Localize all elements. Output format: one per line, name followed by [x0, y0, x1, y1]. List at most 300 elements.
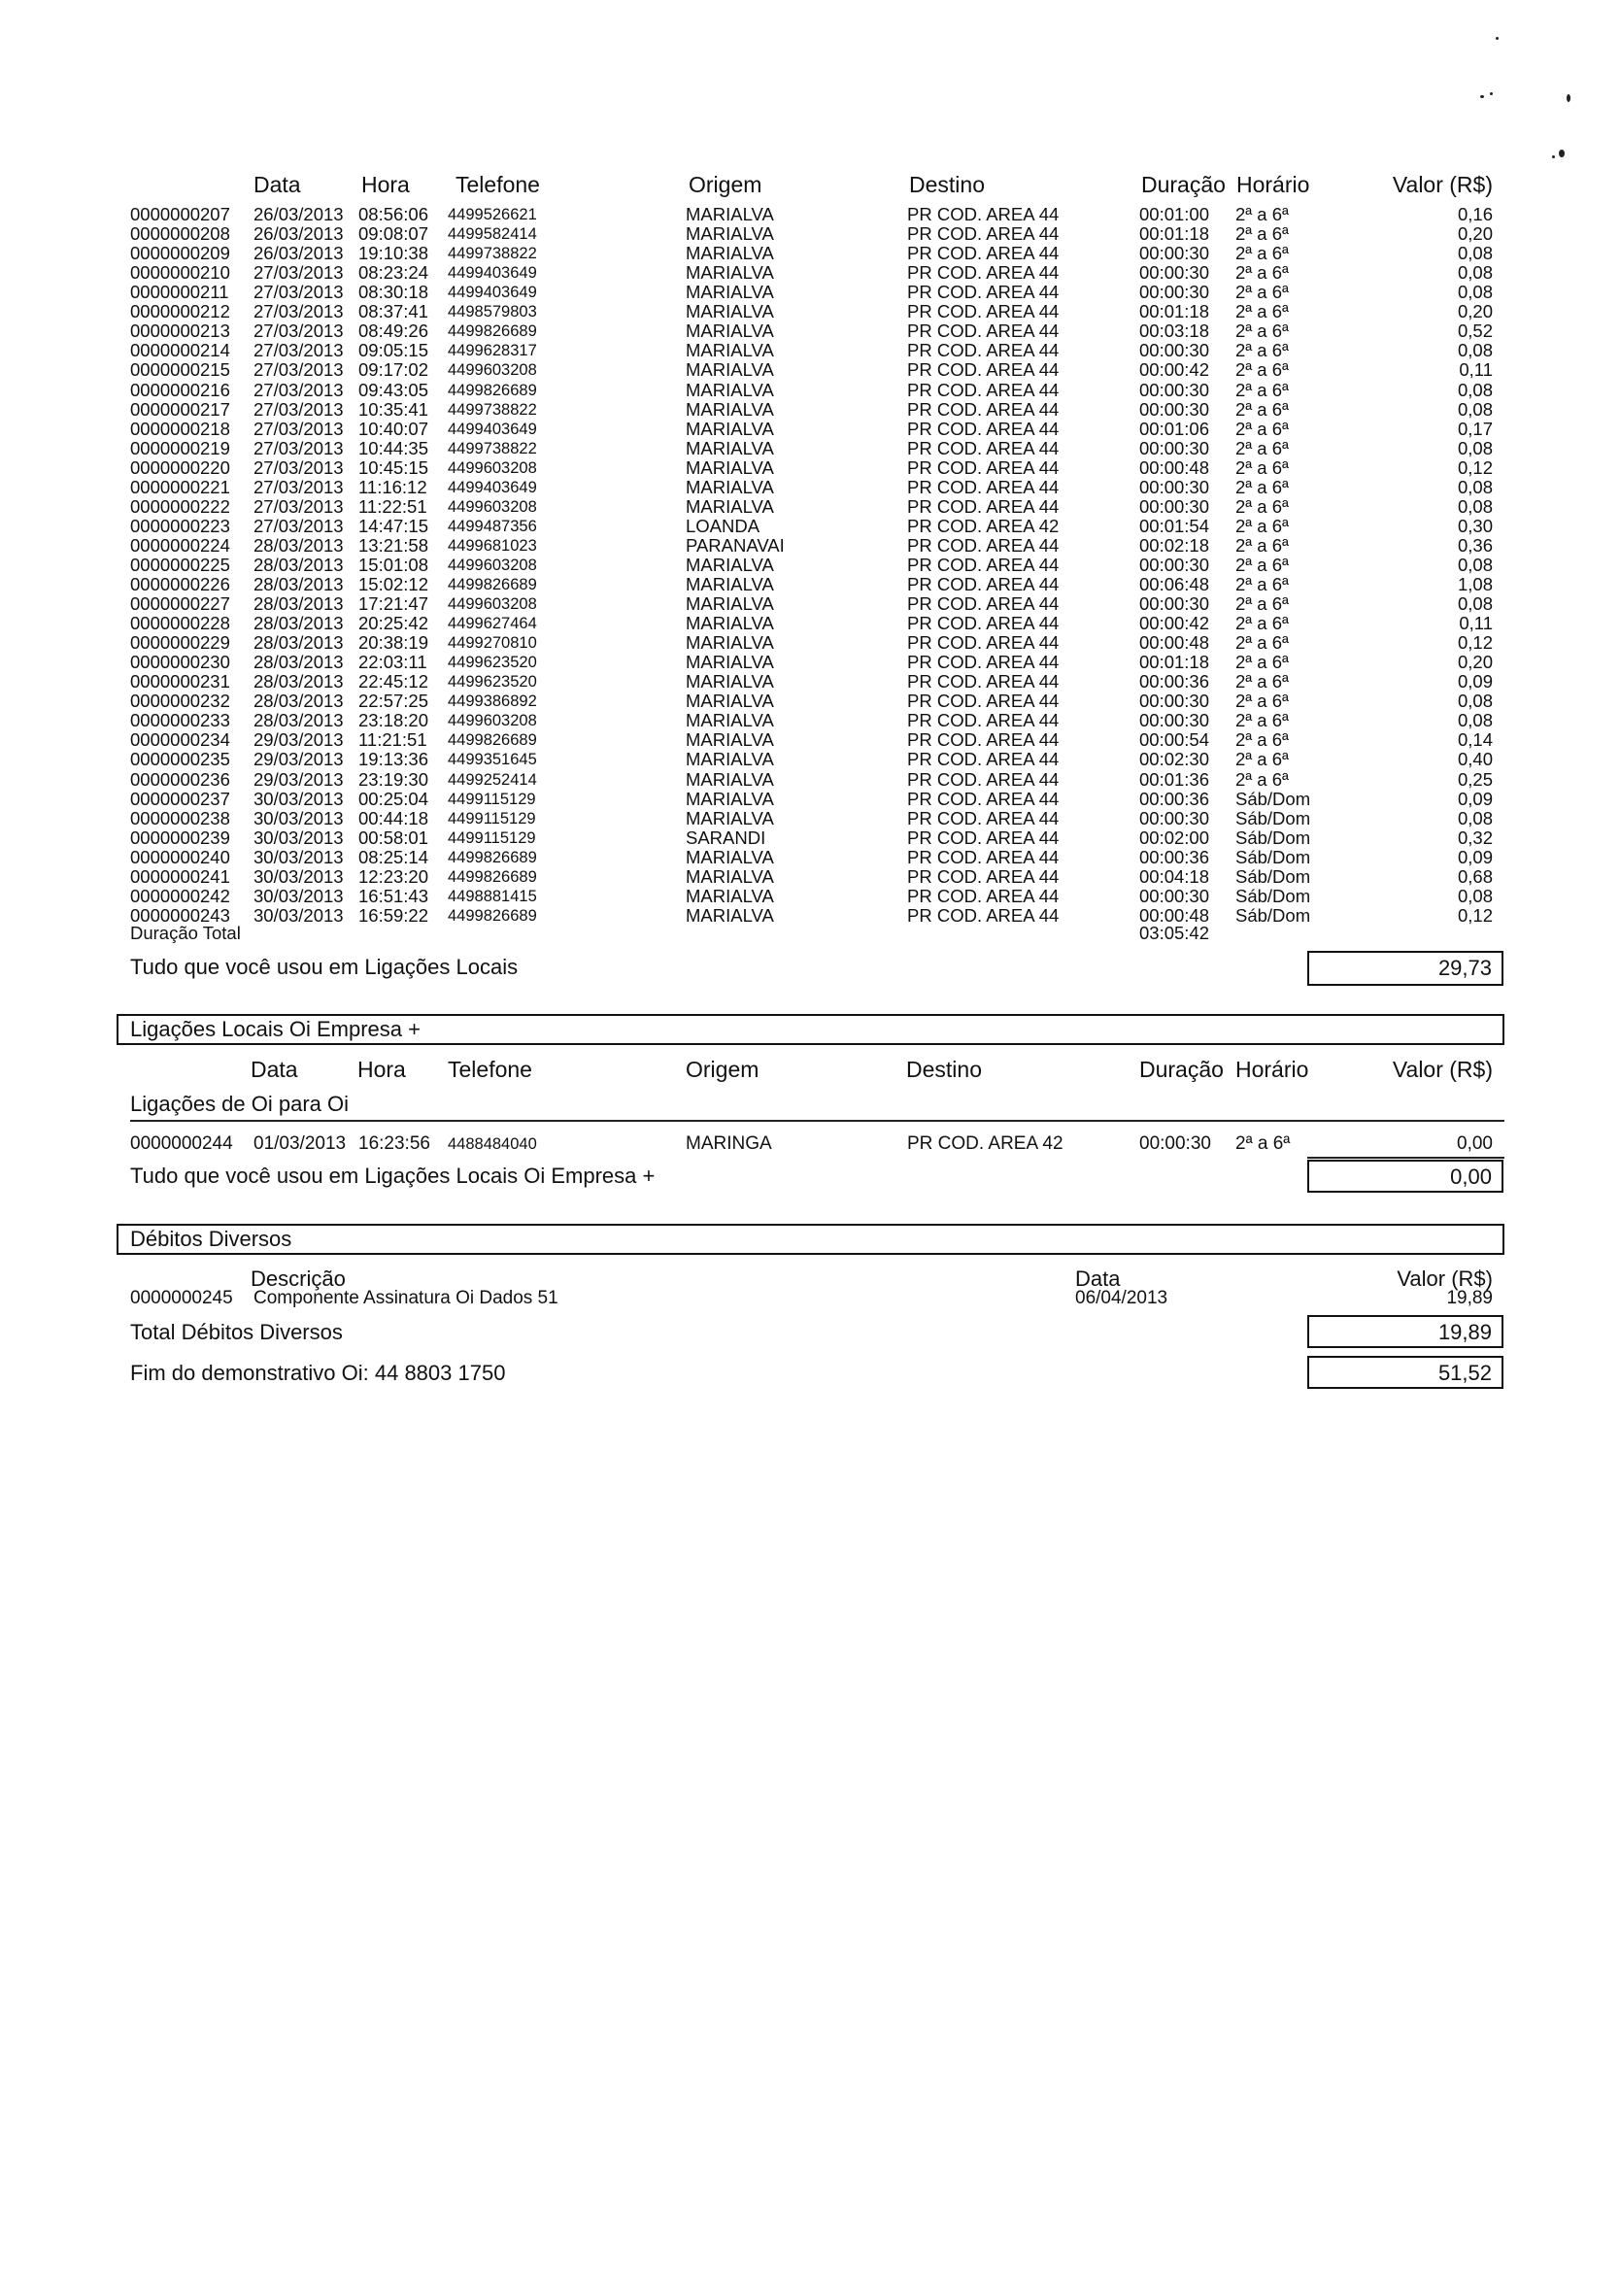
call-time: 00:44:18 [358, 807, 429, 828]
call-duration: 00:00:30 [1139, 807, 1210, 828]
call-origin: MARIALVA [686, 223, 774, 245]
call-period: 2ª a 6ª [1235, 398, 1289, 420]
call-period: Sáb/Dom [1235, 904, 1311, 926]
debitos-total-box: 19,89 [1307, 1315, 1503, 1348]
call-time: 19:10:38 [358, 243, 429, 264]
table-row [0, 653, 1620, 672]
call-id: 0000000217 [130, 398, 230, 420]
call-period: 2ª a 6ª [1235, 379, 1289, 400]
call-origin: MARIALVA [686, 749, 774, 770]
call-destination: PR COD. AREA 44 [907, 788, 1060, 809]
call-origin: MARIALVA [686, 243, 774, 264]
call-destination: PR COD. AREA 44 [907, 476, 1060, 497]
call-origin: MARIALVA [686, 691, 774, 712]
call-duration: 00:06:48 [1139, 574, 1210, 594]
call-phone: 4499628317 [448, 342, 537, 360]
call-value: 0,08 [1457, 437, 1493, 458]
col-header-origem: Origem [686, 1057, 759, 1082]
call-date: 30/03/2013 [253, 788, 344, 809]
table-row [0, 263, 1620, 283]
table-row [0, 809, 1620, 828]
call-id: 0000000233 [130, 710, 230, 731]
call-origin: MARIALVA [686, 495, 774, 517]
call-period: 2ª a 6ª [1235, 359, 1289, 381]
call-duration: 00:01:06 [1139, 418, 1210, 439]
call-period: 2ª a 6ª [1235, 282, 1289, 303]
table-row [0, 497, 1620, 517]
call-origin: MARIALVA [686, 846, 774, 867]
call-date: 28/03/2013 [253, 593, 344, 614]
call-period: 2ª a 6ª [1235, 262, 1289, 284]
call-phone: 4499826689 [448, 381, 537, 399]
call-period: Sáb/Dom [1235, 885, 1311, 906]
call-destination: PR COD. AREA 44 [907, 398, 1060, 420]
call-destination: PR COD. AREA 44 [907, 846, 1060, 867]
scan-speck [1480, 95, 1484, 98]
call-origin: MARIALVA [686, 652, 774, 673]
table-row [0, 828, 1620, 848]
table-row [0, 458, 1620, 478]
scan-speck [1496, 37, 1499, 40]
table-row [0, 770, 1620, 790]
call-id: 0000000215 [130, 359, 230, 381]
call-destination: PR COD. AREA 44 [907, 456, 1060, 478]
call-id: 0000000236 [130, 768, 230, 790]
call-origin: MARIALVA [686, 437, 774, 458]
call-id: 0000000239 [130, 827, 230, 848]
call-period: 2ª a 6ª [1235, 340, 1289, 361]
call-duration: 00:00:30 [1139, 243, 1210, 264]
call-date: 27/03/2013 [253, 398, 344, 420]
call-origin: MARIALVA [686, 632, 774, 654]
call-phone: 4499403649 [448, 284, 537, 302]
col-header-descricao: Descrição [251, 1266, 346, 1291]
call-time: 12:23:20 [358, 865, 429, 887]
call-time: 08:37:41 [358, 301, 429, 322]
call-time: 22:03:11 [358, 652, 427, 673]
call-destination: PR COD. AREA 44 [907, 282, 1060, 303]
call-time: 10:40:07 [358, 418, 429, 439]
call-value: 0,12 [1457, 456, 1493, 478]
call-phone: 4499403649 [448, 478, 537, 496]
call-time: 13:21:58 [358, 534, 429, 556]
call-value: 0,52 [1457, 321, 1493, 342]
call-id: 0000000209 [130, 243, 230, 264]
call-date: 27/03/2013 [253, 515, 344, 536]
call-date: 28/03/2013 [253, 632, 344, 654]
call-period: Sáb/Dom [1235, 807, 1311, 828]
call-duration: 00:00:48 [1139, 904, 1210, 926]
call-destination: PR COD. AREA 44 [907, 301, 1060, 322]
call-phone: 4499627464 [448, 615, 537, 632]
call-date: 27/03/2013 [253, 495, 344, 517]
call-id: 0000000216 [130, 379, 230, 400]
call-destination: PR COD. AREA 44 [907, 827, 1060, 848]
call-duration: 00:00:30 [1139, 398, 1210, 420]
table-row [0, 633, 1620, 653]
call-value: 0,11 [1459, 359, 1493, 381]
col-header-duracao: Duração [1139, 1057, 1224, 1082]
call-time: 11:21:51 [358, 729, 427, 751]
call-phone: 4499351645 [448, 751, 537, 769]
call-date: 27/03/2013 [253, 359, 344, 381]
call-value: 0,16 [1457, 204, 1493, 224]
call-duration: 00:00:30 [1139, 1133, 1211, 1154]
oi-empresa-total-box: 0,00 [1307, 1160, 1503, 1193]
call-period: 2ª a 6ª [1235, 534, 1289, 556]
call-destination: PR COD. AREA 44 [907, 710, 1060, 731]
call-time: 16:51:43 [358, 885, 429, 906]
call-phone: 4499603208 [448, 556, 537, 574]
call-time: 10:44:35 [358, 437, 429, 458]
call-time: 15:01:08 [358, 554, 429, 575]
call-time: 09:17:02 [358, 359, 429, 381]
call-date: 01/03/2013 [253, 1133, 347, 1154]
call-value: 0,08 [1457, 262, 1493, 284]
col-header-duracao: Duração [1141, 172, 1226, 197]
divider [1307, 1157, 1504, 1159]
call-value: 0,08 [1457, 340, 1493, 361]
scan-speck [1559, 150, 1565, 157]
call-origin: SARANDI [686, 827, 766, 848]
call-date: 26/03/2013 [253, 243, 344, 264]
call-id: 0000000230 [130, 652, 230, 673]
call-period: 2ª a 6ª [1235, 243, 1289, 264]
call-date: 30/03/2013 [253, 827, 344, 848]
call-id: 0000000240 [130, 846, 230, 867]
call-origin: MARIALVA [686, 710, 774, 731]
call-date: 28/03/2013 [253, 613, 344, 633]
call-phone: 4499826689 [448, 322, 537, 341]
call-duration: 00:00:30 [1139, 262, 1210, 284]
call-period: 2ª a 6ª [1235, 671, 1289, 692]
call-origin: MARIALVA [686, 282, 774, 303]
call-period: 2ª a 6ª [1235, 1133, 1291, 1154]
scan-speck [1567, 94, 1570, 102]
call-value: 0,14 [1457, 729, 1493, 751]
col-header-data: Data [1075, 1266, 1121, 1291]
call-phone: 4499386892 [448, 692, 537, 711]
call-date: 28/03/2013 [253, 691, 344, 712]
call-duration: 00:00:30 [1139, 340, 1210, 361]
call-id: 0000000244 [130, 1133, 233, 1154]
table-row [0, 478, 1620, 497]
call-phone: 4499603208 [448, 361, 537, 380]
table-row [0, 692, 1620, 711]
call-period: 2ª a 6ª [1235, 437, 1289, 458]
call-time: 11:22:51 [358, 495, 427, 517]
call-origin: MARINGA [686, 1133, 772, 1154]
call-origin: MARIALVA [686, 885, 774, 906]
call-destination: PR COD. AREA 44 [907, 613, 1060, 633]
call-origin: MARIALVA [686, 807, 774, 828]
col-header-origem: Origem [689, 172, 762, 197]
call-period: Sáb/Dom [1235, 788, 1311, 809]
scan-speck [1490, 92, 1493, 95]
call-value: 0,08 [1457, 885, 1493, 906]
call-phone: 4499526621 [448, 206, 537, 223]
call-origin: MARIALVA [686, 418, 774, 439]
call-period: 2ª a 6ª [1235, 301, 1289, 322]
call-time: 23:18:20 [358, 710, 429, 731]
call-duration: 00:00:30 [1139, 476, 1210, 497]
call-destination: PR COD. AREA 42 [907, 515, 1060, 536]
call-id: 0000000231 [130, 671, 230, 692]
call-date: 27/03/2013 [253, 301, 344, 322]
call-value: 0,08 [1457, 554, 1493, 575]
call-origin: MARIALVA [686, 476, 774, 497]
call-phone: 4499603208 [448, 712, 537, 730]
call-destination: PR COD. AREA 44 [907, 418, 1060, 439]
call-value: 0,08 [1457, 379, 1493, 400]
call-time: 10:45:15 [358, 456, 429, 478]
call-destination: PR COD. AREA 42 [907, 1133, 1063, 1154]
call-id: 0000000226 [130, 574, 230, 594]
call-period: Sáb/Dom [1235, 846, 1311, 867]
call-phone: 4499623520 [448, 673, 537, 692]
call-id: 0000000210 [130, 262, 230, 284]
call-origin: MARIALVA [686, 904, 774, 926]
call-duration: 00:00:30 [1139, 495, 1210, 517]
call-id: 0000000221 [130, 476, 230, 497]
call-duration: 00:02:18 [1139, 534, 1210, 556]
call-duration: 00:00:30 [1139, 593, 1210, 614]
call-date: 27/03/2013 [253, 476, 344, 497]
debitos-section-title: Débitos Diversos [117, 1224, 1504, 1255]
statement-end-box: 51,52 [1307, 1356, 1503, 1389]
table-row [0, 381, 1620, 400]
call-date: 30/03/2013 [253, 865, 344, 887]
call-phone: 4499603208 [448, 595, 537, 613]
call-date: 26/03/2013 [253, 204, 344, 224]
call-origin: MARIALVA [686, 340, 774, 361]
call-time: 08:49:26 [358, 321, 429, 342]
call-origin: MARIALVA [686, 262, 774, 284]
oi-empresa-section-title: Ligações Locais Oi Empresa + [117, 1014, 1504, 1045]
call-time: 09:05:15 [358, 340, 429, 361]
call-value: 0,12 [1457, 632, 1493, 654]
call-destination: PR COD. AREA 44 [907, 807, 1060, 828]
call-destination: PR COD. AREA 44 [907, 534, 1060, 556]
call-period: 2ª a 6ª [1235, 613, 1289, 633]
call-date: 27/03/2013 [253, 379, 344, 400]
call-value: 0,08 [1457, 593, 1493, 614]
call-duration: 00:00:30 [1139, 691, 1210, 712]
call-id: 0000000220 [130, 456, 230, 478]
col-header-horario: Horário [1236, 172, 1310, 197]
call-value: 0,08 [1457, 691, 1493, 712]
call-id: 0000000243 [130, 904, 230, 926]
call-phone: 4499603208 [448, 458, 537, 477]
call-time: 23:19:30 [358, 768, 429, 790]
call-origin: MARIALVA [686, 456, 774, 478]
call-date: 30/03/2013 [253, 807, 344, 828]
call-destination: PR COD. AREA 44 [907, 652, 1060, 673]
call-origin: MARIALVA [686, 359, 774, 381]
call-value: 0,36 [1457, 534, 1493, 556]
table-row [0, 244, 1620, 263]
call-date: 28/03/2013 [253, 554, 344, 575]
call-phone: 4499115129 [448, 828, 536, 847]
table-row [0, 224, 1620, 244]
call-origin: MARIALVA [686, 379, 774, 400]
call-duration: 00:00:30 [1139, 554, 1210, 575]
call-period: 2ª a 6ª [1235, 632, 1289, 654]
col-header-data: Data [253, 172, 301, 197]
call-phone: 4498579803 [448, 303, 537, 321]
call-date: 28/03/2013 [253, 671, 344, 692]
call-duration: 00:00:54 [1139, 729, 1210, 751]
call-period: Sáb/Dom [1235, 827, 1311, 848]
call-period: 2ª a 6ª [1235, 652, 1289, 673]
call-phone: 4499681023 [448, 536, 537, 555]
col-header-valor: Valor (R$) [1392, 172, 1493, 197]
call-date: 27/03/2013 [253, 418, 344, 439]
call-value: 0,17 [1457, 418, 1493, 439]
call-destination: PR COD. AREA 44 [907, 865, 1060, 887]
call-value: 0,32 [1457, 827, 1493, 848]
call-period: 2ª a 6ª [1235, 768, 1289, 790]
call-phone: 4499826689 [448, 576, 537, 593]
call-duration: 00:00:30 [1139, 885, 1210, 906]
call-duration: 00:00:30 [1139, 379, 1210, 400]
call-date: 26/03/2013 [253, 223, 344, 245]
call-destination: PR COD. AREA 44 [907, 729, 1060, 751]
call-value: 0,11 [1459, 613, 1493, 633]
call-destination: PR COD. AREA 44 [907, 223, 1060, 245]
call-duration: 00:00:36 [1139, 788, 1210, 809]
local-calls-total-box: 29,73 [1307, 951, 1503, 986]
call-time: 00:58:01 [358, 827, 429, 848]
table-row [0, 906, 1620, 926]
call-id: 0000000232 [130, 691, 230, 712]
call-origin: MARIALVA [686, 398, 774, 420]
call-duration: 00:00:30 [1139, 437, 1210, 458]
call-phone: 4498881415 [448, 887, 537, 905]
call-phone: 4488484040 [448, 1135, 537, 1153]
call-period: 2ª a 6ª [1235, 574, 1289, 594]
table-row [0, 750, 1620, 769]
call-time: 08:56:06 [358, 204, 429, 224]
call-date: 29/03/2013 [253, 749, 344, 770]
call-destination: PR COD. AREA 44 [907, 749, 1060, 770]
call-origin: MARIALVA [686, 788, 774, 809]
col-header-hora: Hora [361, 172, 410, 197]
call-time: 14:47:15 [358, 515, 429, 536]
table-row [0, 790, 1620, 809]
call-origin: MARIALVA [686, 768, 774, 790]
call-value: 0,20 [1457, 223, 1493, 245]
table-row [0, 536, 1620, 556]
col-header-telefone: Telefone [456, 172, 540, 197]
table-row [0, 887, 1620, 906]
call-value: 0,08 [1457, 495, 1493, 517]
debit-value: 19,89 [1446, 1288, 1493, 1308]
call-value: 0,08 [1457, 807, 1493, 828]
call-value: 0,25 [1457, 768, 1493, 790]
call-duration: 00:04:18 [1139, 865, 1210, 887]
call-id: 0000000212 [130, 301, 230, 322]
call-date: 27/03/2013 [253, 437, 344, 458]
call-date: 29/03/2013 [253, 768, 344, 790]
call-phone: 4499623520 [448, 654, 537, 672]
table-row [0, 1289, 1620, 1308]
col-header-data: Data [251, 1057, 298, 1082]
col-header-valor: Valor (R$) [1392, 1057, 1493, 1082]
call-destination: PR COD. AREA 44 [907, 671, 1060, 692]
call-id: 0000000238 [130, 807, 230, 828]
call-id: 0000000237 [130, 788, 230, 809]
call-duration: 00:02:30 [1139, 749, 1210, 770]
call-period: 2ª a 6ª [1235, 456, 1289, 478]
call-duration: 00:01:00 [1139, 204, 1210, 224]
table-row [0, 341, 1620, 360]
call-id: 0000000224 [130, 534, 230, 556]
call-time: 08:25:14 [358, 846, 429, 867]
call-duration: 00:00:48 [1139, 632, 1210, 654]
call-duration: 00:00:36 [1139, 846, 1210, 867]
call-value: 0,08 [1457, 710, 1493, 731]
call-origin: MARIALVA [686, 865, 774, 887]
call-time: 16:59:22 [358, 904, 429, 926]
call-date: 30/03/2013 [253, 846, 344, 867]
call-id: 0000000218 [130, 418, 230, 439]
call-phone: 4499270810 [448, 634, 537, 653]
call-destination: PR COD. AREA 44 [907, 885, 1060, 906]
debitos-total-label: Total Débitos Diversos [130, 1320, 343, 1344]
call-time: 22:45:12 [358, 671, 429, 692]
call-phone: 4499826689 [448, 848, 537, 866]
call-id: 0000000242 [130, 885, 230, 906]
call-value: 0,08 [1457, 282, 1493, 303]
call-date: 28/03/2013 [253, 574, 344, 594]
call-value: 0,00 [1457, 1133, 1493, 1154]
call-phone: 4499738822 [448, 439, 537, 457]
call-phone: 4499738822 [448, 400, 537, 419]
call-id: 0000000225 [130, 554, 230, 575]
call-origin: MARIALVA [686, 729, 774, 751]
call-duration: 00:01:54 [1139, 515, 1210, 536]
call-period: 2ª a 6ª [1235, 204, 1289, 224]
call-id: 0000000235 [130, 749, 230, 770]
call-time: 19:13:36 [358, 749, 429, 770]
table-row [0, 867, 1620, 887]
duration-total-value: 03:05:42 [1139, 923, 1210, 943]
call-period: 2ª a 6ª [1235, 710, 1289, 731]
call-destination: PR COD. AREA 44 [907, 437, 1060, 458]
call-time: 20:38:19 [358, 632, 429, 654]
call-destination: PR COD. AREA 44 [907, 632, 1060, 654]
call-id: 0000000208 [130, 223, 230, 245]
call-destination: PR COD. AREA 44 [907, 243, 1060, 264]
col-header-telefone: Telefone [448, 1057, 532, 1082]
call-destination: PR COD. AREA 44 [907, 554, 1060, 575]
call-phone: 4499115129 [448, 809, 536, 827]
call-destination: PR COD. AREA 44 [907, 204, 1060, 224]
call-duration: 00:01:18 [1139, 652, 1210, 673]
call-duration: 00:02:00 [1139, 827, 1210, 848]
call-phone: 4499582414 [448, 225, 537, 244]
call-duration: 00:00:48 [1139, 456, 1210, 478]
call-value: 0,08 [1457, 243, 1493, 264]
call-date: 27/03/2013 [253, 282, 344, 303]
col-header-destino: Destino [906, 1057, 982, 1082]
call-origin: MARIALVA [686, 301, 774, 322]
call-id: 0000000219 [130, 437, 230, 458]
call-destination: PR COD. AREA 44 [907, 574, 1060, 594]
call-duration: 00:01:18 [1139, 301, 1210, 322]
call-value: 0,68 [1457, 865, 1493, 887]
